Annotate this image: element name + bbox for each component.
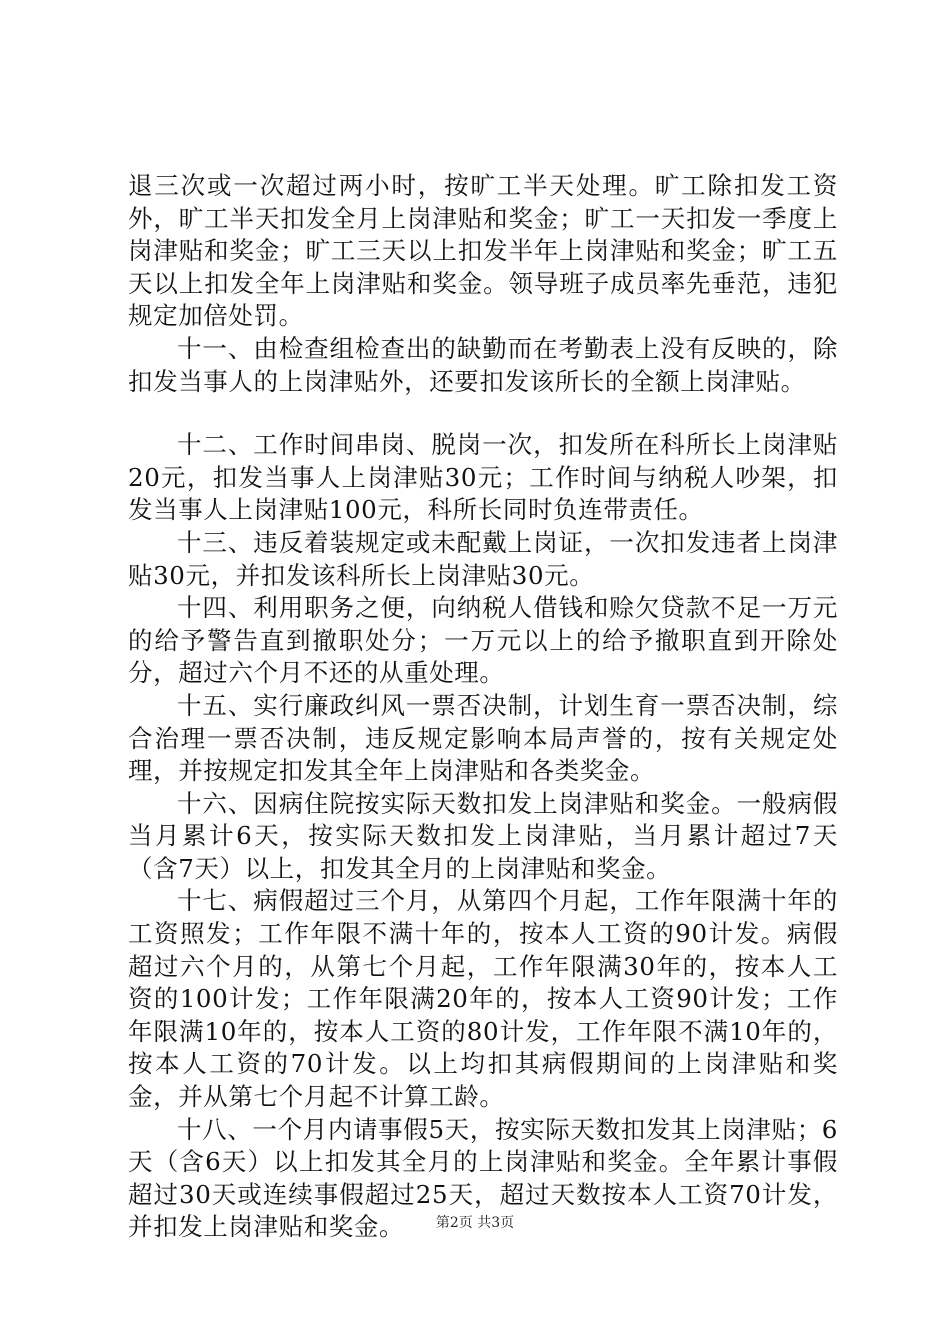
paragraph-article-11: 十一、由检查组检查出的缺勤而在考勤表上没有反映的，除扣发当事人的上岗津贴外，还要扣发该所长的全额上岗津贴。 — [128, 333, 838, 396]
page-number-footer: 第2页 共3页 — [435, 1215, 515, 1231]
document-body — [128, 170, 838, 1244]
paragraph-article-16: 十六、因病住院按实际天数扣发上岗津贴和奖金。一般病假当月累计6天，按实际天数扣发上岗津贴，当月累计超过7天（含7天）以上，扣发其全月的上岗津贴和奖金。 — [128, 788, 838, 883]
paragraph-article-14: 十四、利用职务之便，向纳税人借钱和赊欠贷款不足一万元的给予警告直到撤职处分；一万元以上的给予撤职直到开除处分，超过六个月不还的从重处理。 — [128, 593, 838, 688]
paragraph-article-17: 十七、病假超过三个月，从第四个月起，工作年限满十年的工资照发；工作年限不满十年的，按本人工资的90计发。病假超过六个月的，从第七个月起，工作年限满30年的，按本人工资的100计发；工作年限满20年的，按本人工资90计发；工作年限满10年的，按本人工资的80计发，工作年限不满10年的，按本人工资的70计发。以上均扣其病假期间的上岗津贴和奖金，并从第七个月起不计算工龄。 — [128, 886, 838, 1112]
paragraph-article-18: 十八、一个月内请事假5天，按实际天数扣发其上岗津贴；6天（含6天）以上扣发其全月的上岗津贴和奖金。全年累计事假超过30天或连续事假超过25天，超过天数按本人工资70计发，并扣发上岗津贴和奖金。 — [128, 1114, 838, 1242]
paragraph-article-12: 十二、工作时间串岗、脱岗一次，扣发所在科所长上岗津贴20元，扣发当事人上岗津贴30元；工作时间与纳税人吵架，扣发当事人上岗津贴100元，科所长同时负连带责任。 — [128, 430, 838, 525]
paragraph-article-15: 十五、实行廉政纠风一票否决制，计划生育一票否决制，综合治理一票否决制，违反规定影响本局声誉的，按有关规定处理，并按规定扣发其全年上岗津贴和各类奖金。 — [128, 690, 838, 786]
paragraph-article-13: 十三、违反着装规定或未配戴上岗证，一次扣发违者上岗津贴30元，并扣发该科所长上岗津贴30元。 — [128, 527, 838, 590]
paragraph-continuation: 退三次或一次超过两小时，按旷工半天处理。旷工除扣发工资外，旷工半天扣发全月上岗津贴和奖金；旷工一天扣发一季度上岗津贴和奖金；旷工三天以上扣发半年上岗津贴和奖金；旷工五天以上扣发全年上岗津贴和奖金。领导班子成员率先垂范，违犯规定加倍处罚。 — [128, 171, 838, 331]
